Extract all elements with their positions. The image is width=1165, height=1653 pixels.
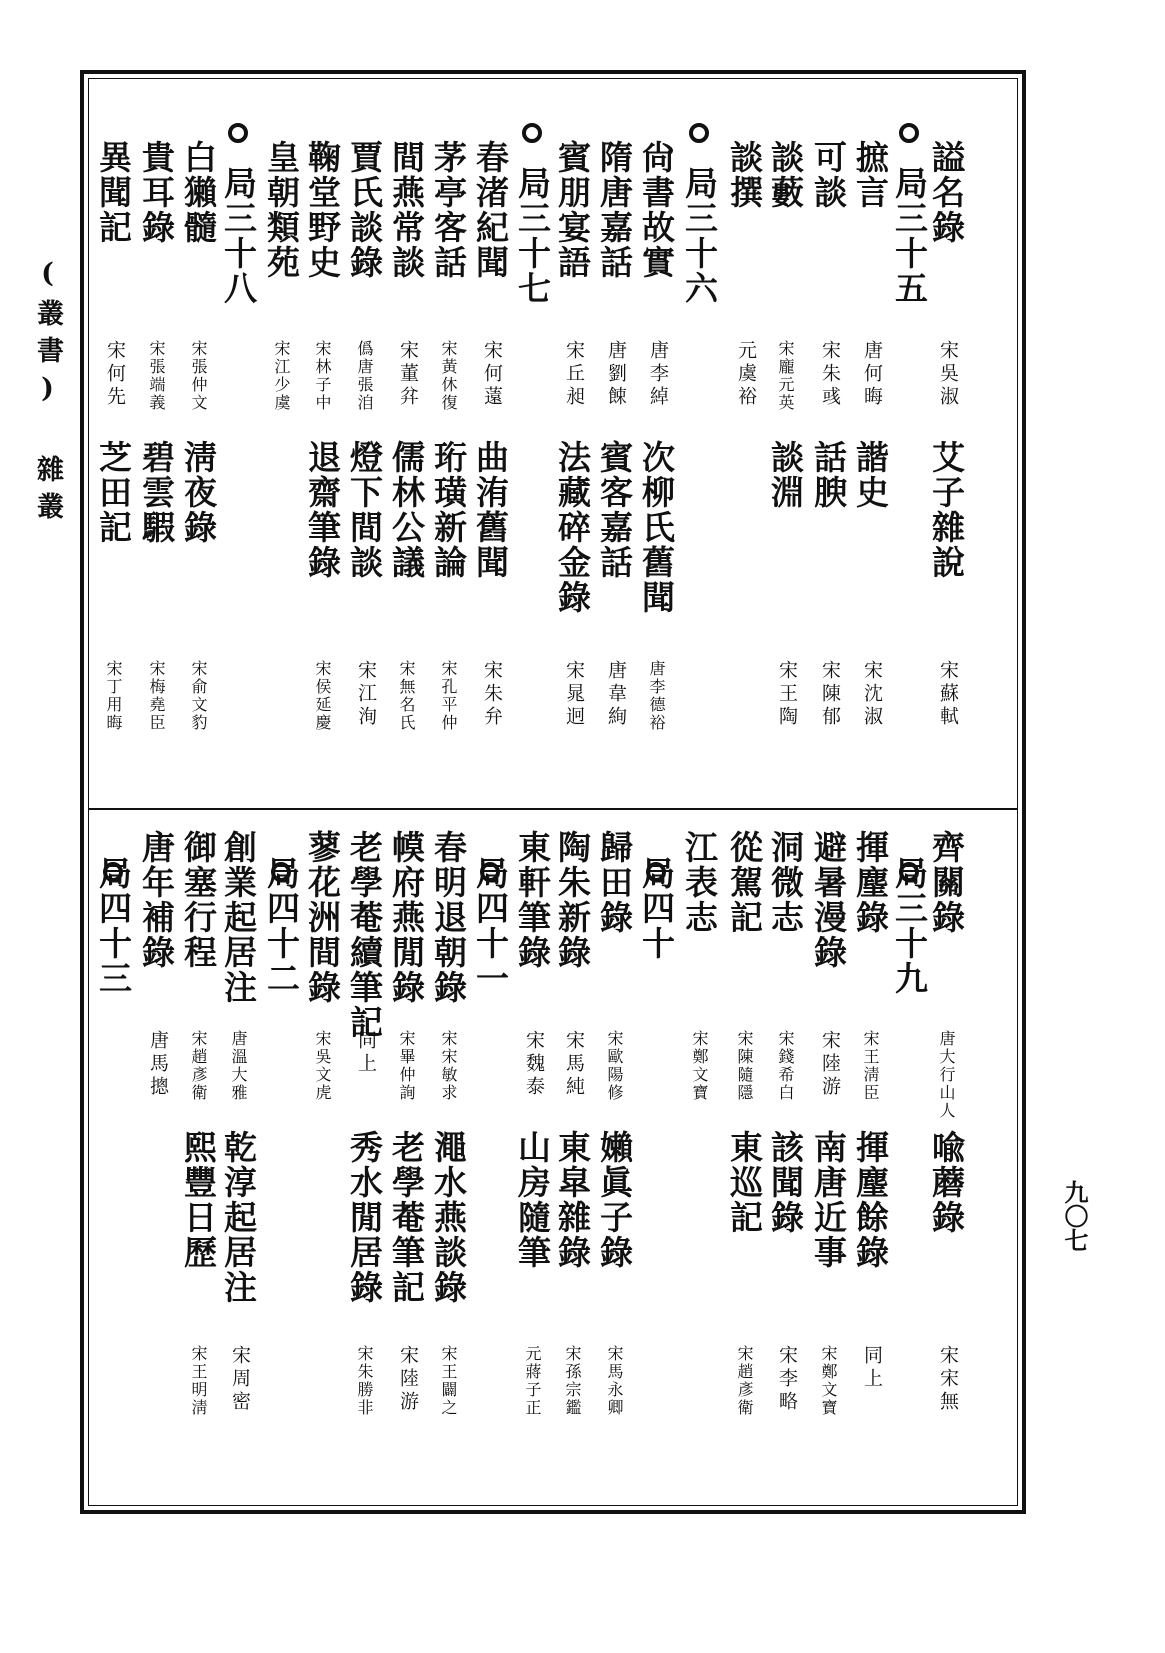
book-title: 該聞錄 (766, 1130, 805, 1235)
book-title: 退齋筆錄 (303, 440, 342, 580)
book-title: 貴耳錄 (137, 140, 176, 245)
book-title: 賓客嘉話 (595, 440, 634, 580)
volume-heading: 局三十五 (890, 166, 929, 306)
book-title: 諧史 (851, 440, 890, 510)
book-title: 燈下間談 (345, 440, 384, 580)
book-author: 宋吳文虎 (313, 1030, 332, 1102)
book-author: 元蔣子正 (523, 1345, 542, 1417)
book-title: 皇朝類苑 (262, 140, 301, 280)
book-author: 宋馬純 (563, 1030, 585, 1099)
book-author: 元虞裕 (735, 340, 757, 409)
volume-heading: 局四十 (637, 856, 676, 961)
book-title: 異聞記 (94, 140, 133, 245)
book-title: 老學菴續筆記 (345, 830, 384, 1040)
book-title: 隋唐嘉話 (595, 140, 634, 280)
book-author: 唐韋絢 (605, 660, 627, 729)
book-author: 宋趙彥衛 (735, 1345, 754, 1417)
book-author: 宋歐陽修 (605, 1030, 624, 1102)
book-title: 艾子雜說 (927, 440, 966, 580)
book-title: 碧雲騢 (137, 440, 176, 545)
book-title: 談淵 (766, 440, 805, 510)
book-author: 宋趙彥衛 (189, 1030, 208, 1102)
book-author: 宋侯延慶 (313, 660, 332, 732)
volume-heading: 局三十八 (219, 166, 258, 306)
book-title: 法藏碎金錄 (553, 440, 592, 615)
book-author: 宋張端義 (147, 340, 166, 412)
book-title: 談撰 (725, 140, 764, 210)
book-title: 山房隨筆 (513, 1130, 552, 1270)
book-author: 宋黃休復 (439, 340, 458, 412)
book-author: 宋王淸臣 (861, 1030, 880, 1102)
book-title: 賓朋宴語 (553, 140, 592, 280)
book-title: 南唐近事 (809, 1130, 848, 1270)
book-title: 春渚紀聞 (471, 140, 510, 280)
book-title: 賈氏談錄 (345, 140, 384, 280)
book-author: 宋吳淑 (937, 340, 959, 409)
page-number: 九〇七 (1060, 1180, 1089, 1252)
volume-heading: 局四十一 (471, 856, 510, 996)
book-author: 唐馬摠 (147, 1030, 169, 1099)
book-title: 白獺髓 (179, 140, 218, 245)
book-title: 御塞行程 (179, 830, 218, 970)
book-author: 宋何薳 (481, 340, 503, 409)
book-author: 宋朱勝非 (355, 1345, 374, 1417)
book-title: 揮麈錄 (851, 830, 890, 935)
book-title: 幙府燕閒錄 (387, 830, 426, 1005)
book-author: 宋何先 (104, 340, 126, 409)
side-title: (叢書) 雜叢 (32, 258, 63, 529)
book-author: 唐何晦 (861, 340, 883, 409)
book-author: 宋江洵 (355, 660, 377, 729)
book-author: 唐李綽 (647, 340, 669, 409)
book-title: 淸夜錄 (179, 440, 218, 545)
book-author: 宋蘇軾 (937, 660, 959, 729)
book-title: 尙書故實 (637, 140, 676, 280)
book-author: 宋李略 (776, 1345, 798, 1414)
book-title: 從駕記 (725, 830, 764, 935)
book-title: 避暑漫錄 (809, 830, 848, 970)
book-author: 宋俞文豹 (189, 660, 208, 732)
book-author: 宋梅堯臣 (147, 660, 166, 732)
book-author: 宋馬永卿 (605, 1345, 624, 1417)
book-author: 僞唐張洎 (355, 340, 374, 412)
book-author: 宋錢希白 (776, 1030, 795, 1102)
book-title: 喩蘑錄 (927, 1130, 966, 1235)
book-author: 宋沈淑 (861, 660, 883, 729)
book-title: 陶朱新錄 (553, 830, 592, 970)
section-marker-icon (228, 123, 248, 143)
book-title: 揮麈餘錄 (851, 1130, 890, 1270)
book-author: 宋周密 (229, 1345, 251, 1414)
book-title: 洞微志 (766, 830, 805, 935)
book-author: 同上 (861, 1345, 883, 1391)
book-title: 鞠堂野史 (303, 140, 342, 280)
book-title: 謚名錄 (927, 140, 966, 245)
book-author: 宋江少虞 (272, 340, 291, 412)
book-author: 宋晁迥 (563, 660, 585, 729)
book-title: 嬾眞子錄 (595, 1130, 634, 1270)
book-title: 澠水燕談錄 (429, 1130, 468, 1305)
section-marker-icon (899, 123, 919, 143)
book-author: 宋丘昶 (563, 340, 585, 409)
book-author: 宋鄭文寶 (819, 1345, 838, 1417)
book-title: 曲洧舊聞 (471, 440, 510, 580)
book-title: 蓼花洲間錄 (303, 830, 342, 1005)
book-author: 宋王陶 (776, 660, 798, 729)
book-title: 東巡記 (725, 1130, 764, 1235)
section-marker-icon (522, 123, 542, 143)
section-marker-icon (689, 123, 709, 143)
book-title: 摭言 (851, 140, 890, 210)
book-author: 宋董弅 (397, 340, 419, 409)
book-title: 次柳氏舊聞 (637, 440, 676, 615)
book-title: 春明退朝錄 (429, 830, 468, 1005)
book-author: 宋陸游 (397, 1345, 419, 1414)
book-author: 宋朱彧 (819, 340, 841, 409)
volume-heading: 局四十二 (262, 856, 301, 996)
book-author: 宋魏泰 (523, 1030, 545, 1099)
volume-heading: 局四十三 (94, 856, 133, 996)
volume-heading: 局三十六 (680, 166, 719, 306)
book-title: 芝田記 (94, 440, 133, 545)
book-author: 宋王闢之 (439, 1345, 458, 1417)
book-author: 唐大行山人 (937, 1030, 956, 1120)
book-title: 熙豐日歷 (179, 1130, 218, 1270)
book-title: 齊關錄 (927, 830, 966, 935)
half-divider (89, 808, 1017, 810)
book-author: 宋王明淸 (189, 1345, 208, 1417)
book-title: 可談 (809, 140, 848, 210)
book-title: 創業起居注 (219, 830, 258, 1005)
book-author: 同上 (355, 1030, 377, 1076)
book-author: 宋林子中 (313, 340, 332, 412)
book-title: 談藪 (766, 140, 805, 210)
book-author: 宋陳隨隱 (735, 1030, 754, 1102)
book-title: 東軒筆錄 (513, 830, 552, 970)
book-author: 宋張仲文 (189, 340, 208, 412)
book-author: 宋宋無 (937, 1345, 959, 1414)
book-author: 宋丁用晦 (104, 660, 123, 732)
book-author: 宋陸游 (819, 1030, 841, 1099)
book-title: 老學菴筆記 (387, 1130, 426, 1305)
book-author: 宋鄭文寶 (690, 1030, 709, 1102)
book-author: 宋孔平仲 (439, 660, 458, 732)
book-author: 宋宋敏求 (439, 1030, 458, 1102)
book-author: 宋無名氏 (397, 660, 416, 732)
book-author: 宋陳郁 (819, 660, 841, 729)
book-title: 珩璜新論 (429, 440, 468, 580)
book-author: 唐劉餗 (605, 340, 627, 409)
book-author: 唐溫大雅 (229, 1030, 248, 1102)
book-title: 唐年補錄 (137, 830, 176, 970)
book-title: 秀水閒居錄 (345, 1130, 384, 1305)
book-author: 宋龐元英 (776, 340, 795, 412)
book-author: 宋孫宗鑑 (563, 1345, 582, 1417)
book-title: 東皐雜錄 (553, 1130, 592, 1270)
volume-heading: 局三十七 (513, 166, 552, 306)
book-title: 話腴 (809, 440, 848, 510)
book-title: 乾淳起居注 (219, 1130, 258, 1305)
book-title: 江表志 (680, 830, 719, 935)
book-title: 茅亭客話 (429, 140, 468, 280)
book-author: 宋朱弁 (481, 660, 503, 729)
book-title: 間燕常談 (387, 140, 426, 280)
book-title: 儒林公議 (387, 440, 426, 580)
volume-heading: 局三十九 (890, 856, 929, 996)
book-author: 宋畢仲詢 (397, 1030, 416, 1102)
book-author: 唐李德裕 (647, 660, 666, 732)
book-title: 歸田錄 (595, 830, 634, 935)
